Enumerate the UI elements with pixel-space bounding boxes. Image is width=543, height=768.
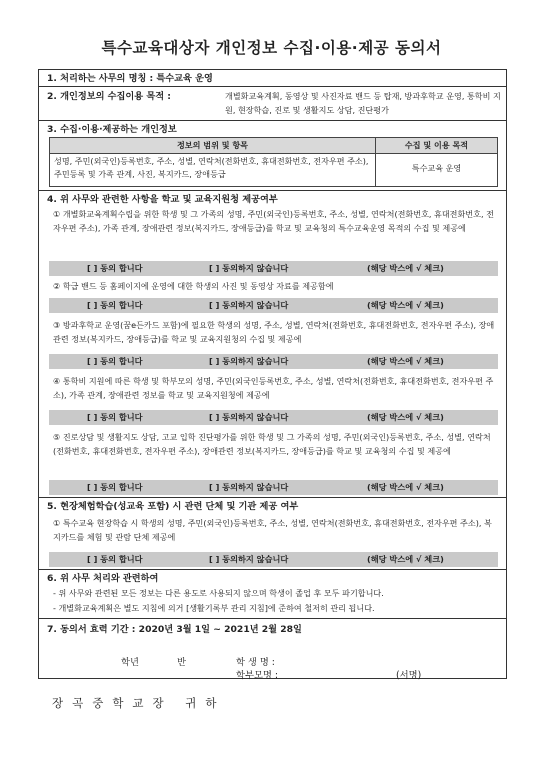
personal-info-table [49, 137, 498, 187]
item-2-text: ② 학급 밴드 등 홈페이지에 운영에 대한 학생의 사진 및 동영상 자료를 제공함에 [53, 281, 334, 291]
check-note: (해당 박스에 √ 체크) [367, 300, 444, 310]
table-cell-purpose: 특수교육 운영 [411, 163, 462, 173]
check-note: (해당 박스에 √ 체크) [367, 356, 444, 366]
section-6-line-2: - 개별화교육계획은 별도 지침에 의거 [생활기록부 관리 지침]에 준하여 철저히 관리 됩니다. [53, 603, 375, 613]
section-3-heading: 3. 수집·이용·제공하는 개인정보 [47, 124, 177, 135]
table-cell-scope: 성명, 주민(외국인)등록번호, 주소, 성별, 연락처(전화번호, 휴대전화번호, 전자우편 주소), 주민등록 및 가족 관계, 사진, 복지카드, 장애등급 [54, 156, 369, 179]
agree-checkbox[interactable]: [ ] 동의 합니다 [87, 412, 143, 422]
section-2-purpose: 개별화교육계획, 동영상 및 사진자료 밴드 등 탑재, 방과후학교 운영, 통학비 지원, 현장학습, 진로 및 생활지도 상담, 진단평가 [225, 91, 501, 115]
disagree-checkbox[interactable]: [ ] 동의하지 않습니다 [209, 412, 289, 422]
section-4-heading: 4. 위 사무와 관련한 사항을 학교 및 교육지원청 제공여부 [47, 194, 278, 205]
agree-checkbox[interactable]: [ ] 동의 합니다 [87, 263, 143, 273]
consent-form-box [38, 69, 507, 679]
class-label: 반 [177, 657, 186, 668]
signature-label[interactable]: (서명) [396, 670, 422, 681]
agree-checkbox[interactable]: [ ] 동의 합니다 [87, 482, 143, 492]
item-1-text: ① 개별화교육계획수립을 위한 학생 및 그 가족의 성명, 주민(외국인)등록번호, 주소, 성별, 연락처(전화번호, 휴대전화번호, 전자우편 주소), 가족 관계, 장애관련 정보(복지카드, 장애등급)를 학교 및 교육청의 특수교육운영 목적의 수집 및 제공에 [53, 209, 494, 233]
divider [39, 497, 506, 498]
section-6-line-1: - 위 사무와 관련된 모든 정보는 다른 용도로 사용되지 않으며 학생이 졸업 후 모두 파기합니다. [53, 588, 384, 598]
consent-row-6 [49, 552, 498, 567]
item-3-text: ③ 방과후학교 운영(꿈e든카드 포함)에 필요한 학생의 성명, 주소, 성별, 연락처(전화번호, 휴대전화번호, 전자우편 주소), 장애관련 정보(복지카드, 장애등급)를 학교 및 교육지원청의 수집 및 제공에 [53, 320, 495, 344]
document-title: 특수교육대상자 개인정보 수집·이용·제공 동의서 [101, 39, 442, 57]
check-note: (해당 박스에 √ 체크) [367, 263, 444, 273]
divider [39, 569, 506, 570]
divider [39, 86, 506, 87]
section-6-heading: 6. 위 사무 처리와 관련하여 [47, 573, 159, 584]
consent-row-3 [49, 354, 498, 369]
check-note: (해당 박스에 √ 체크) [367, 412, 444, 422]
section-5-heading: 5. 현장체험학습(성교육 포함) 시 관련 단체 및 기관 제공 여부 [47, 501, 299, 512]
disagree-checkbox[interactable]: [ ] 동의하지 않습니다 [209, 554, 289, 564]
agree-checkbox[interactable]: [ ] 동의 합니다 [87, 356, 143, 366]
disagree-checkbox[interactable]: [ ] 동의하지 않습니다 [209, 356, 289, 366]
section-7-validity: 7. 동의서 효력 기간 : 2020년 3월 1일 ~ 2021년 2월 28일 [47, 624, 302, 635]
disagree-checkbox[interactable]: [ ] 동의하지 않습니다 [209, 300, 289, 310]
table-header-purpose: 수집 및 이용 목적 [404, 140, 469, 150]
table-header-scope: 정보의 범위 및 항목 [176, 140, 248, 150]
item-4-text: ④ 통학비 지원에 따른 학생 및 학부모의 성명, 주민(외국인등록번호, 주소, 성별, 연락처(전화번호, 휴대전화번호, 전자우편 주소), 가족 관계, 장애관련 정보를 학교 및 교육지원청에 제공에 [53, 376, 494, 400]
addressee: 장곡중학교장 귀하 [52, 696, 226, 710]
check-note: (해당 박스에 √ 체크) [367, 482, 444, 492]
divider [39, 120, 506, 121]
divider [39, 190, 506, 191]
check-note: (해당 박스에 √ 체크) [367, 554, 444, 564]
student-name-label[interactable]: 학 생 명 : [236, 657, 275, 668]
agree-checkbox[interactable]: [ ] 동의 합니다 [87, 300, 143, 310]
section-5-item: ① 특수교육 현장학습 시 학생의 성명, 주민(외국인)등록번호, 주소, 성별, 연락처(전화번호, 휴대전화번호, 전자우편 주소), 복지카드를 체험 및 관람 단체 제공에 [53, 518, 492, 542]
consent-row-2 [49, 298, 498, 313]
grade-label: 학년 [121, 657, 139, 668]
disagree-checkbox[interactable]: [ ] 동의하지 않습니다 [209, 263, 289, 273]
section-1-task-name: 1. 처리하는 사무의 명칭 : 특수교육 운영 [47, 73, 213, 84]
consent-row-4 [49, 410, 498, 425]
parent-name-label[interactable]: 학부모명 : [236, 670, 279, 681]
divider [39, 618, 506, 619]
consent-row-5 [49, 480, 498, 495]
consent-row-1 [49, 261, 498, 276]
item-5-text: ⑤ 진로상담 및 생활지도 상담, 고교 입학 진단평가를 위한 학생 및 그 가족의 성명, 주민(외국인)등록번호, 주소, 성별, 연락처(전화번호, 휴대전화번호, 전자우편 주소), 장애관련 정보(복지카드, 장애등급)를 학교 및 교육청의 수집 및 제공에 [53, 432, 491, 456]
disagree-checkbox[interactable]: [ ] 동의하지 않습니다 [209, 482, 289, 492]
section-2-label: 2. 개인정보의 수집이용 목적 : [47, 91, 171, 102]
agree-checkbox[interactable]: [ ] 동의 합니다 [87, 554, 143, 564]
